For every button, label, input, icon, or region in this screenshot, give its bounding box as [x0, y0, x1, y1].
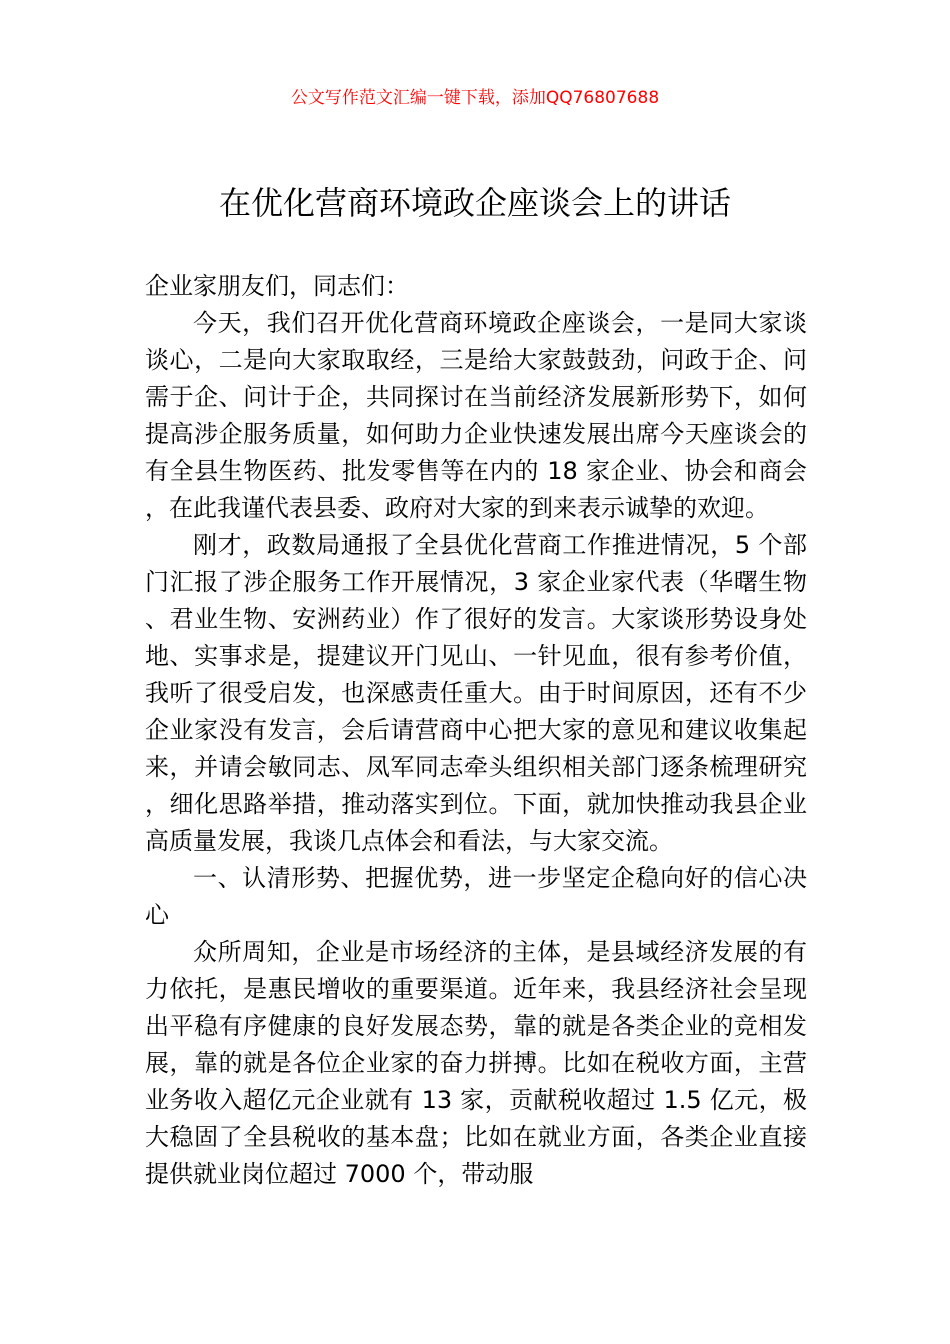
download-banner: 公文写作范文汇编一键下载，添加QQ76807688 — [290, 88, 660, 108]
salutation: 企业家朋友们，同志们： — [145, 272, 409, 300]
document-body — [145, 268, 807, 1193]
paragraph-opening: 今天，我们召开优化营商环境政企座谈会，一是同大家谈谈心，二是向大家取取经，三是给大家鼓鼓劲，问政于企、问需于企、问计于企，共同探讨在当前经济发展新形势下，如何提高涉企服务质量，如何助力企业快速发展出席今天座谈会的有全县生物医药、批发零售等在内的 18 家企业、协会和商会，在此我谨代表县委、政府对大家的到来表示诚挚的欢迎。 — [145, 309, 807, 522]
document-title: 在优化营商环境政企座谈会上的讲话 — [218, 184, 731, 222]
paragraph-section-1: 众所周知，企业是市场经济的主体，是县域经济发展的有力依托，是惠民增收的重要渠道。近年来，我县经济社会呈现出平稳有序健康的良好发展态势，靠的就是各类企业的竞相发展，靠的就是各位企业家的奋力拼搏。比如在税收方面，主营业务收入超亿元企业就有 13 家，贡献税收超过 1.5 亿元，极大稳固了全县税收的基本盘；比如在就业方面，各类企业直接提供就业岗位超过 7000 个，带动服 — [145, 938, 807, 1188]
section-heading-1: 一、认清形势、把握优势，进一步坚定企稳向好的信心决心 — [145, 864, 807, 929]
paragraph-summary: 刚才，政数局通报了全县优化营商工作推进情况，5 个部门汇报了涉企服务工作开展情况，3 家企业家代表（华曙生物、君业生物、安洲药业）作了很好的发言。大家谈形势设身处地、实事求是，提建议开门见山、一针见血，很有参考价值，我听了很受启发，也深感责任重大。由于时间原因，还有不少企业家没有发言，会后请营商中心把大家的意见和建议收集起来，并请会敏同志、凤军同志牵头组织相关部门逐条梳理研究，细化思路举措，推动落实到位。下面，就加快推动我县企业高质量发展，我谈几点体会和看法，与大家交流。 — [145, 531, 807, 855]
